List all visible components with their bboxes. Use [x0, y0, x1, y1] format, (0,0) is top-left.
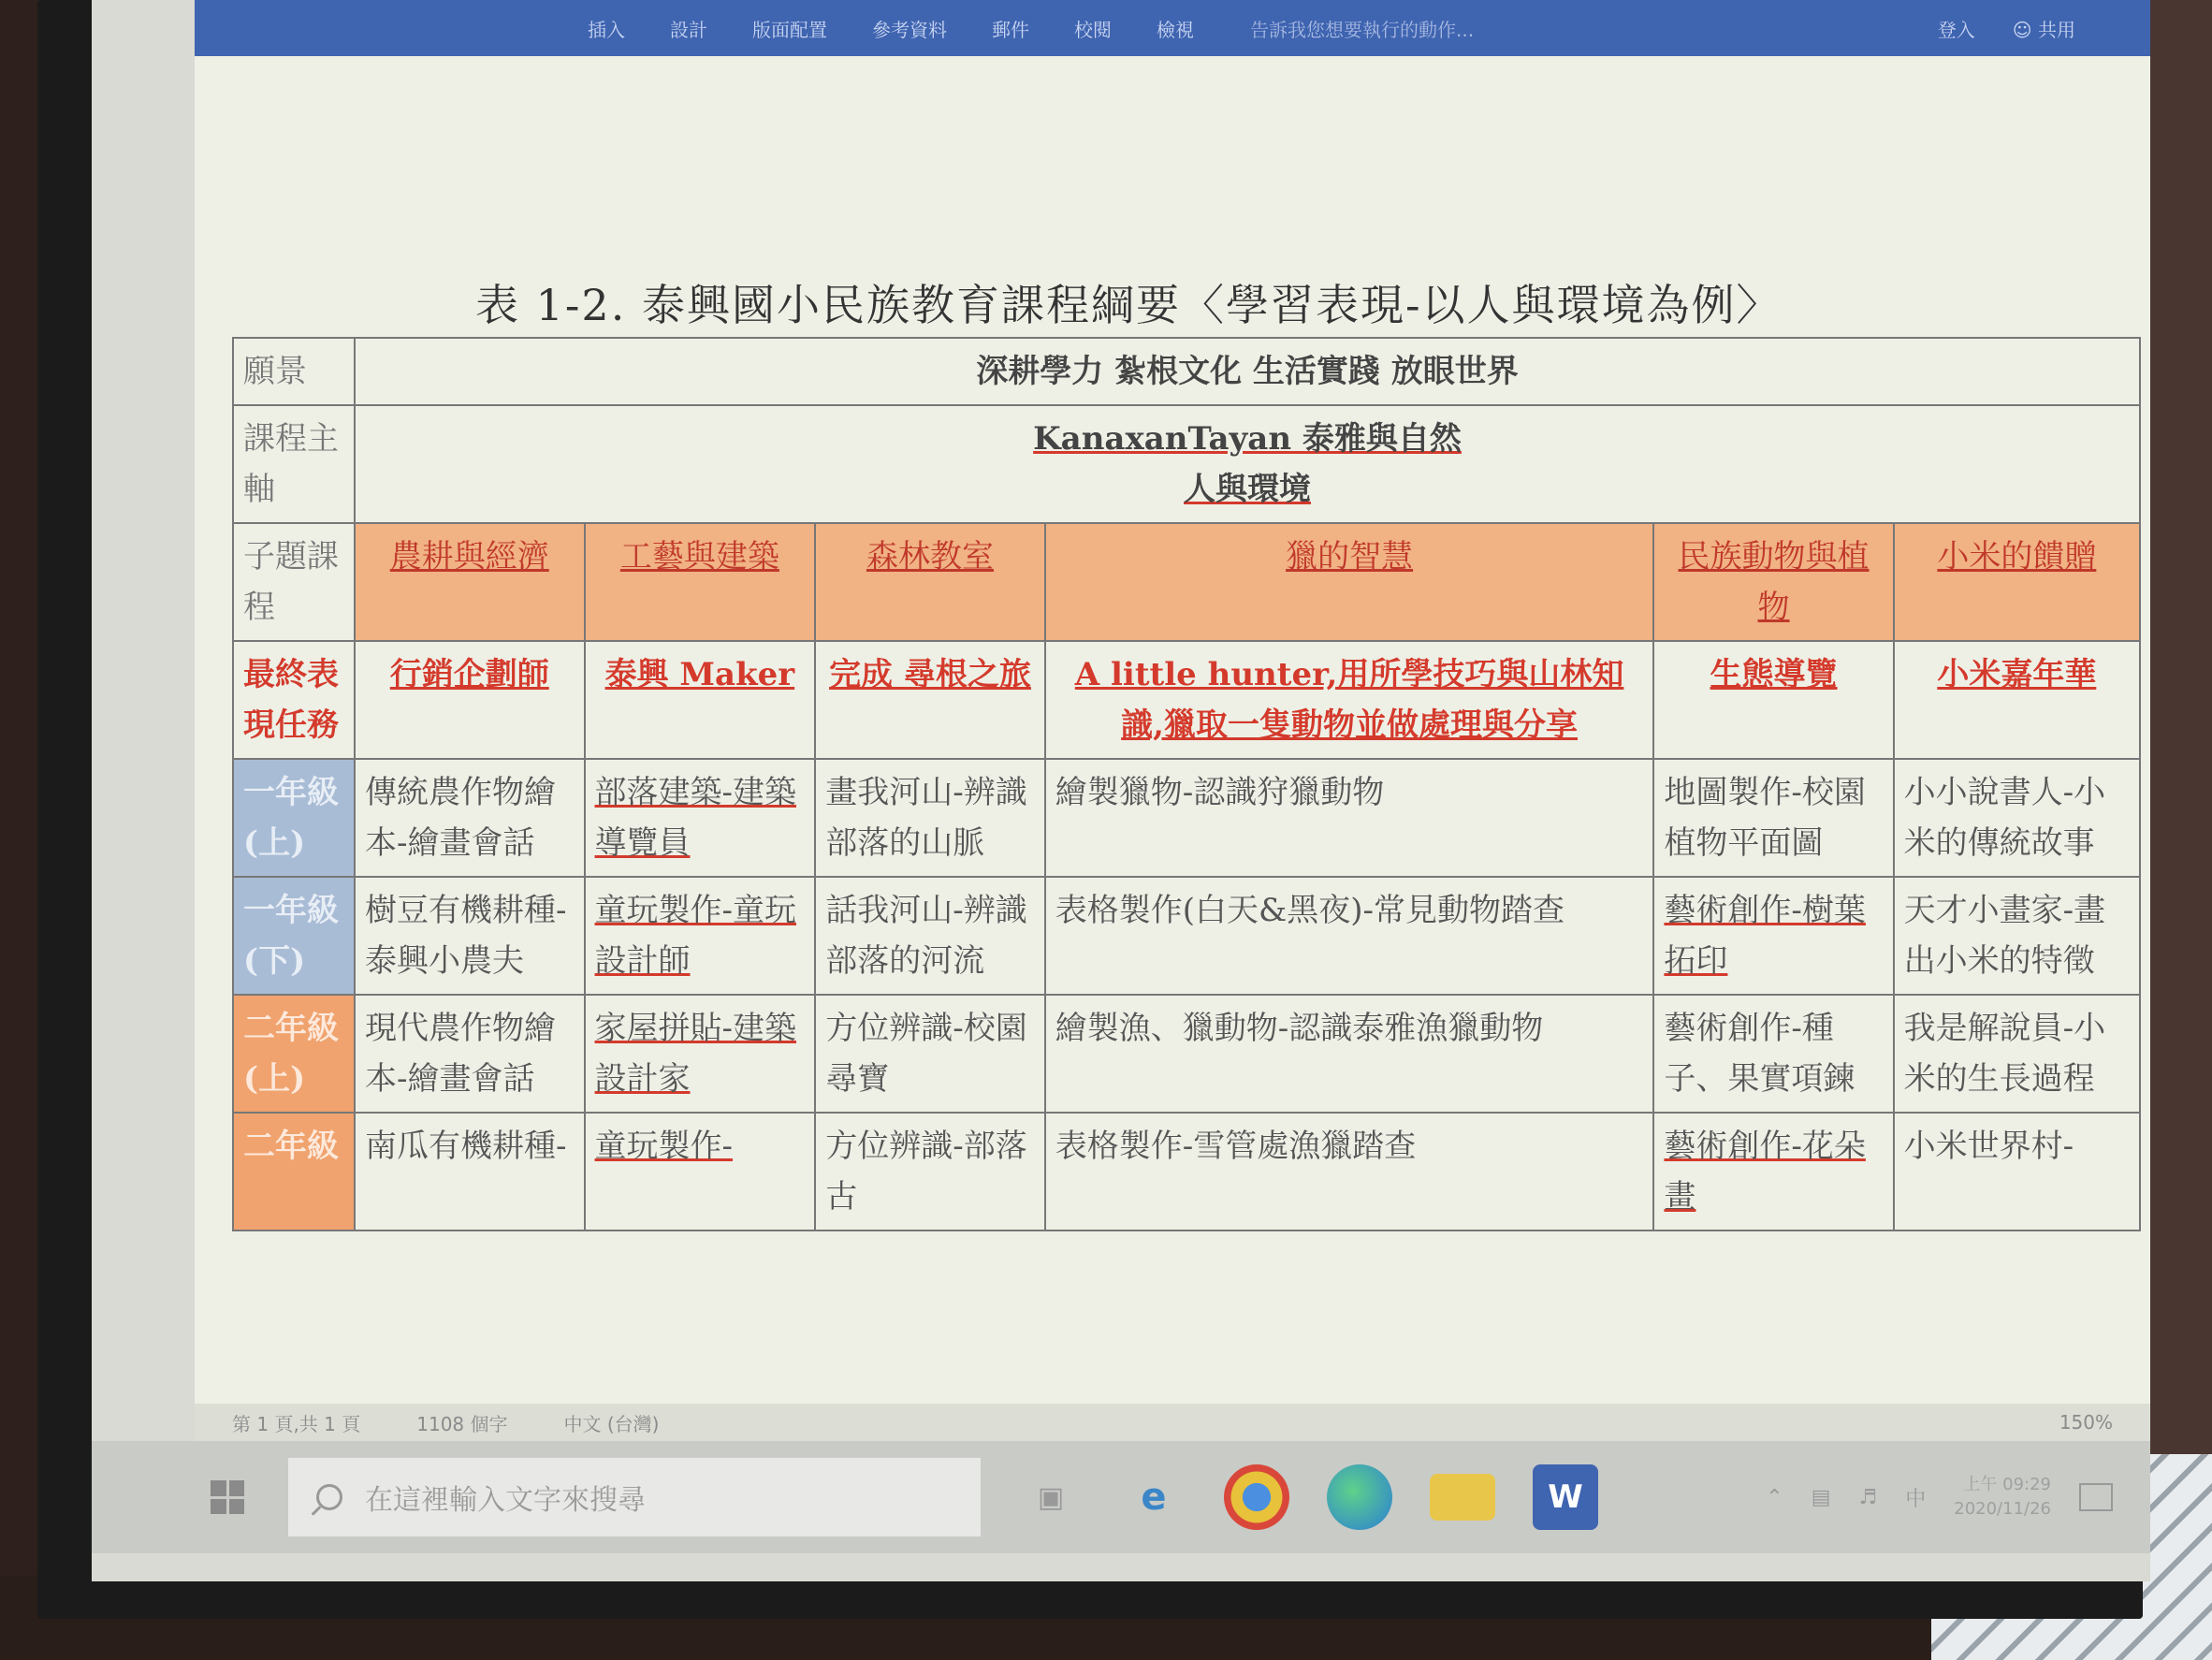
- share-label: 共用: [2038, 18, 2075, 41]
- row-label-subtopic: 子題課程: [233, 523, 355, 641]
- table-cell: 繪製漁、獵動物-認識泰雅漁獵動物: [1045, 995, 1654, 1113]
- table-cell: 藝術創作-樹葉拓印: [1653, 877, 1893, 995]
- table-row: [233, 1113, 2140, 1230]
- table-cell: 童玩製作-童玩設計師: [585, 877, 816, 995]
- table-cell: 表格製作-雪管處漁獵踏查: [1045, 1113, 1654, 1230]
- document-title: 表 1-2. 泰興國小民族教育課程綱要〈學習表現-以人與環境為例〉: [475, 280, 1782, 330]
- ribbon-tab[interactable]: 校閱: [1074, 18, 1112, 41]
- row-label-final-task: 最終表現任務: [233, 641, 355, 759]
- search-icon: [316, 1484, 342, 1510]
- table-cell: 我是解說員-小米的生長過程: [1894, 995, 2140, 1113]
- chevron-up-icon[interactable]: ⌃: [1766, 1485, 1783, 1509]
- table-cell: 藝術創作-花朵畫: [1653, 1113, 1893, 1230]
- grade-label: 二年級: [233, 1113, 355, 1230]
- table-cell: 地圖製作-校園植物平面圖: [1653, 759, 1893, 877]
- table-cell: 天才小畫家-畫出小米的特徵: [1894, 877, 2140, 995]
- search-placeholder: 在這裡輸入文字來搜尋: [365, 1484, 646, 1517]
- windows-logo-icon: [211, 1480, 244, 1514]
- curriculum-table: [232, 337, 2141, 1231]
- final-task: 泰興 Maker: [585, 641, 816, 759]
- table-cell: 藝術創作-種子、果實項鍊: [1653, 995, 1893, 1113]
- table-cell: 話我河山-辨識部落的河流: [815, 877, 1045, 995]
- table-row: [233, 759, 2140, 877]
- table-row: [233, 877, 2140, 995]
- table-cell: 方位辨識-部落古: [815, 1113, 1045, 1230]
- table-cell: 現代農作物繪本-繪畫會話: [355, 995, 585, 1113]
- share-button[interactable]: [2013, 15, 2075, 42]
- table-cell: 家屋拼貼-建築設計家: [585, 995, 816, 1113]
- document-page[interactable]: [195, 56, 2150, 1404]
- network-icon[interactable]: ▤: [1811, 1485, 1831, 1509]
- projected-desktop: [92, 0, 2150, 1581]
- word-status-bar: [195, 1404, 2150, 1441]
- table-cell: 繪製獵物-認識狩獵動物: [1045, 759, 1654, 877]
- table-cell: 方位辨識-校園尋寶: [815, 995, 1045, 1113]
- taskbar-search[interactable]: [288, 1458, 981, 1536]
- projector-screen: [37, 0, 2143, 1619]
- windows-taskbar: [92, 1441, 2150, 1553]
- axis-text: [355, 405, 2140, 523]
- table-cell: 表格製作(白天&黑夜)-常見動物踏查: [1045, 877, 1654, 995]
- volume-icon[interactable]: ♬: [1858, 1485, 1878, 1509]
- ribbon-tab[interactable]: 郵件: [992, 18, 1029, 41]
- table-row: [233, 405, 2140, 523]
- topic-header: 獵的智慧: [1045, 523, 1654, 641]
- table-row: [233, 995, 2140, 1113]
- ribbon-tab[interactable]: 插入: [588, 18, 625, 41]
- table-row: [233, 641, 2140, 759]
- ribbon-tab[interactable]: 版面配置: [752, 18, 827, 41]
- table-cell: 小小說書人-小米的傳統故事: [1894, 759, 2140, 877]
- clock-time: 上午 09:29: [1963, 1475, 2051, 1494]
- zoom-level[interactable]: 150%: [2059, 1411, 2113, 1434]
- axis-line-1: KanaxanTayan 泰雅與自然: [1033, 420, 1462, 458]
- table-cell: 小米世界村-: [1894, 1113, 2140, 1230]
- taskbar-apps: [1018, 1464, 1598, 1530]
- final-task: 完成 尋根之旅: [815, 641, 1045, 759]
- final-task: 行銷企劃師: [355, 641, 585, 759]
- table-cell: 童玩製作-: [585, 1113, 816, 1230]
- table-cell: 樹豆有機耕種-泰興小農夫: [355, 877, 585, 995]
- page-count[interactable]: 第 1 頁,共 1 頁: [232, 1412, 361, 1435]
- word-ribbon: [195, 0, 2150, 56]
- start-button[interactable]: [185, 1455, 269, 1539]
- tell-me-search[interactable]: 告訴我您想要執行的動作...: [1250, 18, 1475, 41]
- grade-label: 一年級(下): [233, 877, 355, 995]
- final-task: 生態導覽: [1653, 641, 1893, 759]
- chrome-icon[interactable]: [1224, 1464, 1289, 1530]
- topic-header: 小米的饋贈: [1894, 523, 2140, 641]
- final-task: 小米嘉年華: [1894, 641, 2140, 759]
- table-cell: 畫我河山-辨識部落的山脈: [815, 759, 1045, 877]
- sign-in-link[interactable]: 登入: [1937, 18, 1975, 41]
- notification-icon[interactable]: [2079, 1483, 2113, 1511]
- ribbon-tabs: [195, 15, 1194, 42]
- row-label-axis: 課程主軸: [233, 405, 355, 523]
- topic-header: 工藝與建築: [585, 523, 816, 641]
- final-task: A little hunter,用所學技巧與山林知識,獵取一隻動物並做處理與分享: [1045, 641, 1654, 759]
- table-cell: 南瓜有機耕種-: [355, 1113, 585, 1230]
- topic-header: 農耕與經濟: [355, 523, 585, 641]
- grade-label: 二年級(上): [233, 995, 355, 1113]
- language-indicator[interactable]: 中文 (台灣): [563, 1412, 660, 1435]
- ribbon-tab[interactable]: 參考資料: [872, 18, 947, 41]
- topic-header: 森林教室: [815, 523, 1045, 641]
- ribbon-tab[interactable]: 設計: [670, 18, 707, 41]
- topic-header: 民族動物與植物: [1653, 523, 1893, 641]
- task-view-icon[interactable]: ▣: [1037, 1480, 1065, 1514]
- word-count[interactable]: 1108 個字: [416, 1412, 508, 1435]
- clock-date: 2020/11/26: [1954, 1499, 2051, 1519]
- axis-line-2: 人與環境: [1184, 471, 1311, 508]
- edge-legacy-icon[interactable]: e: [1141, 1476, 1167, 1519]
- file-explorer-icon[interactable]: [1430, 1474, 1495, 1521]
- person-icon: ☺: [2012, 18, 2038, 41]
- word-icon[interactable]: W: [1533, 1464, 1598, 1530]
- table-cell: 傳統農作物繪本-繪畫會話: [355, 759, 585, 877]
- grade-label: 一年級(上): [233, 759, 355, 877]
- ribbon-tab[interactable]: 檢視: [1157, 18, 1194, 41]
- ime-icon[interactable]: 中: [1905, 1487, 1927, 1511]
- edge-icon[interactable]: [1327, 1464, 1392, 1530]
- table-cell: 部落建築-建築導覽員: [585, 759, 816, 877]
- table-row: [233, 338, 2140, 405]
- system-tray: [1766, 1473, 2113, 1522]
- vision-text: 深耕學力 紮根文化 生活實踐 放眼世界: [355, 338, 2140, 405]
- clock[interactable]: [1954, 1473, 2051, 1522]
- table-row: [233, 523, 2140, 641]
- row-label-vision: 願景: [233, 338, 355, 405]
